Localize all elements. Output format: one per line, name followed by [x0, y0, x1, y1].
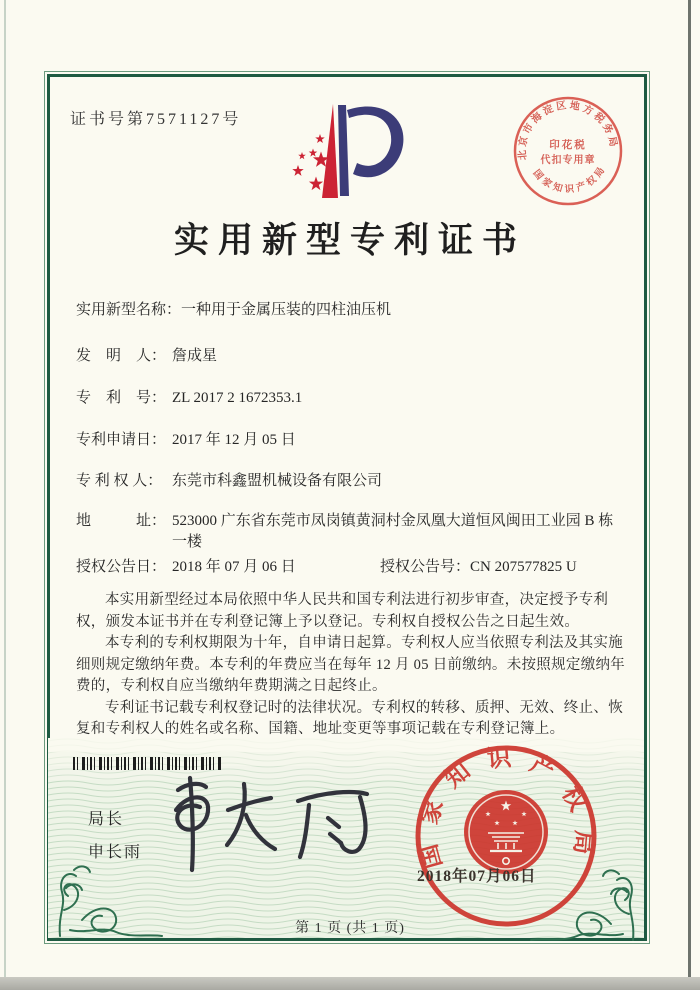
- field-label: 专 利 权 人：: [76, 473, 163, 489]
- field-row-patentee: [76, 471, 628, 492]
- field-row-filing-date: [76, 430, 628, 451]
- field-label: 发 明 人：: [76, 348, 167, 364]
- field-value: ZL 2017 2 1672353.1: [172, 390, 303, 406]
- stamp-arc-bottom-text: 国家知识产权局: [530, 166, 608, 196]
- paragraph: 本专利的专利权期限为十年，自申请日起算。专利权人应当依照专利法及其实施细则规定缴纳年费。本专利的年费应当在每年 12 月 05 日前缴纳。未按照规定缴纳年费的，专利权自应当缴纳年费期满之日起终止。: [76, 635, 626, 694]
- scan-edge-left: [4, 0, 6, 990]
- field-value: 2018 年 07 月 06 日: [172, 559, 296, 575]
- field-row-patent-no: [76, 388, 628, 409]
- field-value-grant-no: CN 207577825 U: [470, 559, 577, 575]
- legal-paragraphs: [76, 590, 626, 741]
- signature-handwriting-icon: [148, 770, 386, 876]
- field-label-grant-no: 授权公告号：: [380, 559, 471, 575]
- field-value: 523000 广东省东莞市凤岗镇黄洞村金凤凰大道恒风闽田工业园 B 栋一楼: [172, 513, 614, 550]
- stamp-center-line1: 印花税: [549, 140, 587, 151]
- page-footer: 第 1 页 (共 1 页): [295, 921, 405, 936]
- signer-title: 局长: [88, 811, 125, 828]
- revenue-stamp-seal: [503, 86, 633, 216]
- field-value: 东莞市科鑫盟机械设备有限公司: [172, 473, 383, 489]
- field-label: 实用新型名称：: [76, 302, 182, 318]
- scan-edge-right: [688, 0, 691, 990]
- signer-name: 申长雨: [88, 844, 143, 861]
- paragraph: 本实用新型经过本局依照中华人民共和国专利法进行初步审查，决定授予专利权，颁发本证书并在专利登记簿上予以登记。专利权自授权公告之日起生效。: [76, 592, 609, 630]
- svg-text:国家知识产权局: [531, 165, 608, 195]
- stamp-arc-top-text: 北京市海淀区地方税务局: [517, 100, 619, 161]
- field-label: 专利申请日：: [76, 432, 167, 448]
- paragraph: 专利证书记载专利权登记时的法律状况。专利权的转移、质押、无效、终止、恢复和专利权人的姓名或名称、国籍、地址变更等事项记载在专利登记簿上。: [76, 699, 623, 737]
- field-value: 2017 年 12 月 05 日: [172, 432, 296, 448]
- field-row-name: [76, 300, 628, 321]
- field-value: 詹成星: [172, 348, 218, 364]
- stamp-center-line2: 代扣专用章: [540, 155, 596, 166]
- svg-text:北京市海淀区地方税务局: [516, 98, 621, 160]
- scan-edge-bottom: [0, 977, 700, 990]
- field-label: 授权公告日：: [76, 559, 167, 575]
- certificate-title: 实用新型专利证书: [173, 221, 526, 260]
- cnipa-seal: [410, 740, 602, 932]
- field-row-inventor: [76, 346, 628, 367]
- field-row-grant: [76, 557, 628, 578]
- seal-arc-text: 国家知识产权局: [416, 745, 597, 872]
- cnipa-logo-icon: [283, 98, 425, 206]
- barcode: [73, 757, 223, 770]
- field-label: 地 址：: [76, 513, 167, 529]
- seal-date: 2018年07月06日: [417, 868, 537, 885]
- national-emblem-icon: [464, 790, 548, 874]
- field-label: 专 利 号：: [76, 390, 167, 406]
- certificate-number: 证书号第7571127号: [70, 111, 242, 128]
- field-row-address: [76, 511, 628, 553]
- field-value: 一种用于金属压装的四柱油压机: [181, 302, 392, 318]
